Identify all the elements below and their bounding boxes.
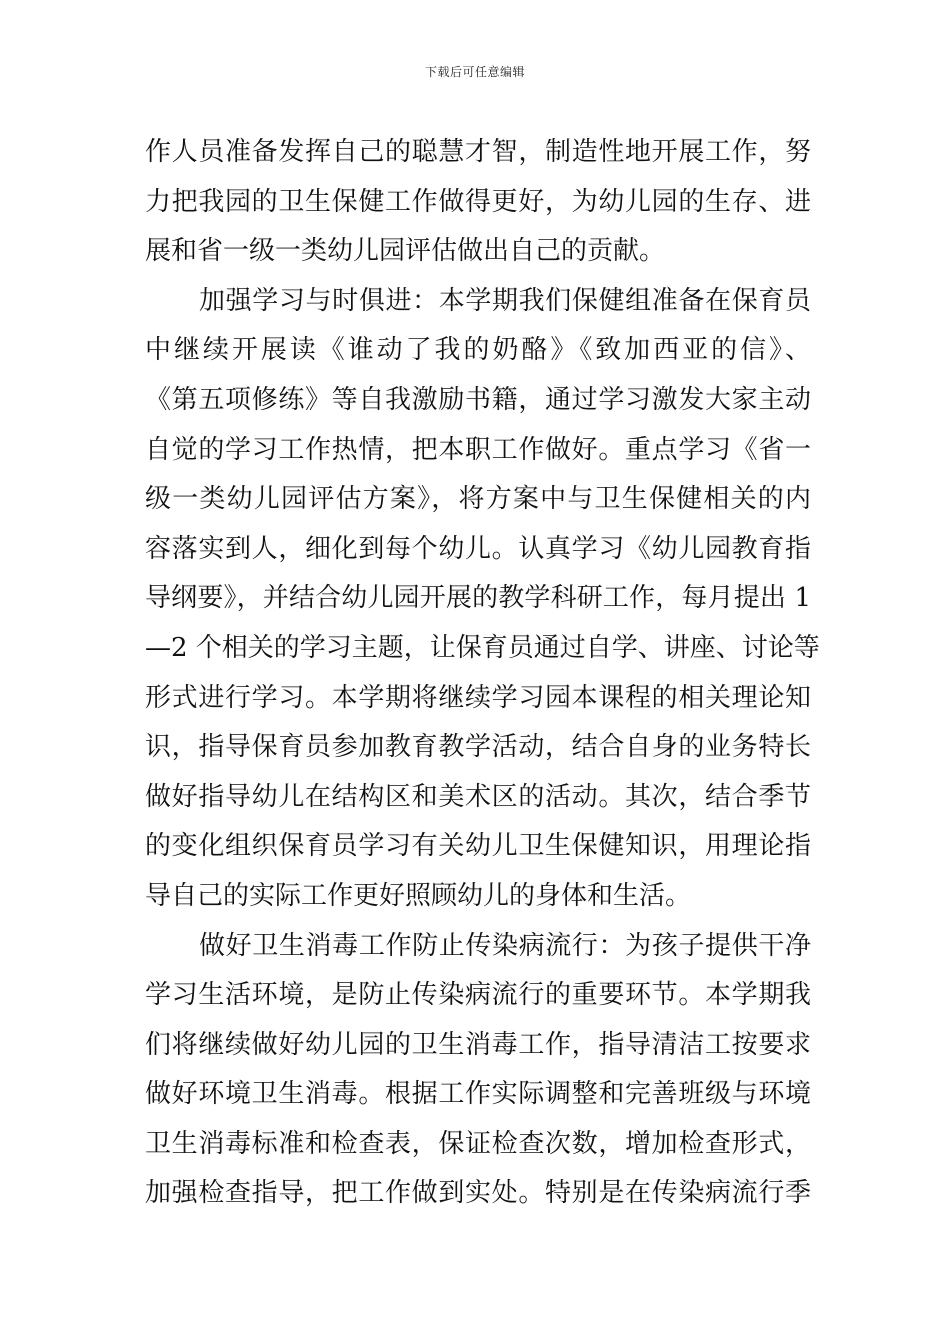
text-line: 导自己的实际工作更好照顾幼儿的身体和生活。 xyxy=(145,880,692,911)
text-line: 自觉的学习工作热情，把本职工作做好。重点学习《省一 xyxy=(145,434,811,465)
text-line: 导纲要》，并结合幼儿园开展的教学科研工作，每月提出 1 xyxy=(145,583,811,614)
text-line: 力把我园的卫生保健工作做得更好，为幼儿园的生存、进 xyxy=(145,186,811,217)
text-line: 学习生活环境，是防止传染病流行的重要环节。本学期我 xyxy=(145,980,811,1011)
text-line: 做好环境卫生消毒。根据工作实际调整和完善班级与环境 xyxy=(145,1079,811,1110)
text-line: 们将继续做好幼儿园的卫生消毒工作，指导清洁工按要求 xyxy=(145,1029,811,1060)
document-body xyxy=(145,128,820,1219)
page-header: 下载后可任意编辑 xyxy=(424,65,525,79)
text-line: 加强检查指导，把工作做到实处。特别是在传染病流行季 xyxy=(145,1178,811,1209)
text-line: 中继续开展读《谁动了我的奶酪》《致加西亚的信》、 xyxy=(145,335,811,366)
text-line: 展和省一级一类幼儿园评估做出自己的贡献。 xyxy=(145,236,666,267)
text-line: 《第五项修练》等自我激励书籍，通过学习激发大家主动 xyxy=(145,384,811,415)
text-line: 加强学习与时俱进：本学期我们保健组准备在保育员 xyxy=(199,285,811,316)
text-line: 容落实到人，细化到每个幼儿。认真学习《幼儿园教育指 xyxy=(145,533,811,564)
paragraph-2 xyxy=(145,277,820,922)
text-line: 做好指导幼儿在结构区和美术区的活动。其次，结合季节 xyxy=(145,781,811,812)
text-line: 级一类幼儿园评估方案》，将方案中与卫生保健相关的内 xyxy=(145,484,811,515)
text-line: 形式进行学习。本学期将继续学习园本课程的相关理论知 xyxy=(145,682,811,713)
paragraph-1 xyxy=(145,128,811,277)
text-line: 识，指导保育员参加教育教学活动，结合自身的业务特长 xyxy=(145,732,811,763)
text-line: 的变化组织保育员学习有关幼儿卫生保健知识，用理论指 xyxy=(145,831,811,862)
text-line: 做好卫生消毒工作防止传染病流行：为孩子提供干净 xyxy=(199,930,811,961)
text-line: —2 个相关的学习主题，让保育员通过自学、讲座、讨论等 xyxy=(145,632,820,663)
text-line: 卫生消毒标准和检查表，保证检查次数，增加检查形式， xyxy=(145,1128,811,1159)
text-line: 作人员准备发挥自己的聪慧才智，制造性地开展工作，努 xyxy=(145,137,811,167)
paragraph-3 xyxy=(145,922,811,1220)
